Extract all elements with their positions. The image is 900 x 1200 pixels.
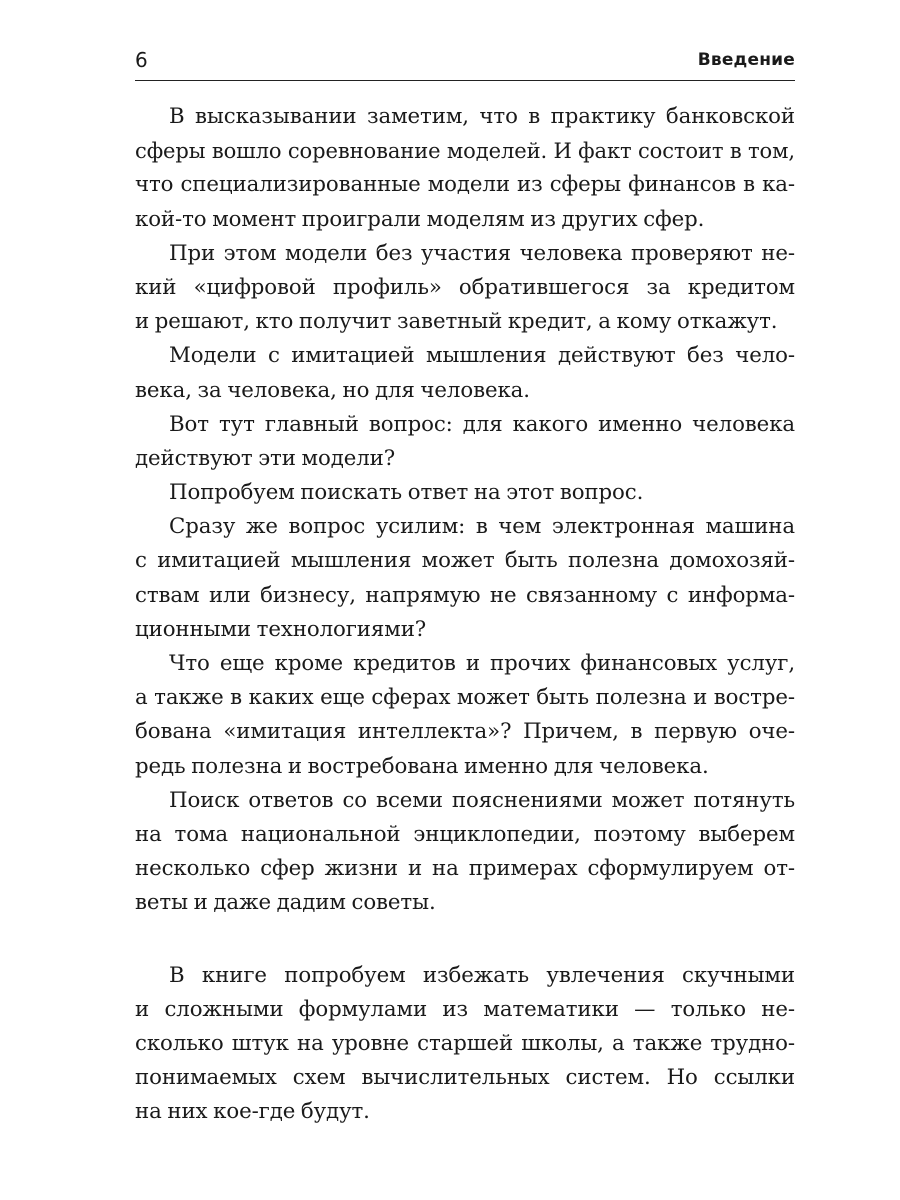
- paragraph-4: [135, 408, 795, 476]
- text-line: Вот тут главный вопрос: для какого именно человека: [169, 411, 795, 437]
- text-line: действуют эти модели?: [135, 445, 396, 471]
- text-line: и сложными формулами из математики — только не-: [135, 996, 795, 1022]
- paragraph-2: [135, 237, 795, 340]
- text-line: веты и даже дадим советы.: [135, 890, 436, 916]
- text-line: ционными технологиями?: [135, 616, 427, 642]
- text-line: В высказывании заметим, что в практику банковской: [169, 104, 795, 129]
- running-title: Введение: [697, 50, 795, 70]
- paragraph-7: [135, 647, 795, 784]
- text-line: на тома национальной энциклопедии, поэтому выберем: [135, 821, 795, 847]
- text-line: понимаемых схем вычислительных систем. Но ссылки: [135, 1065, 795, 1091]
- text-line: и решают, кто получит заветный кредит, а кому откажут.: [135, 309, 778, 335]
- text-line: несколько сфер жизни и на примерах сформулируем от-: [135, 856, 795, 882]
- body-text: [135, 100, 795, 1129]
- text-line: с имитацией мышления может быть полезна домохозяй-: [135, 548, 795, 574]
- text-line: Попробуем поискать ответ на этот вопрос.: [169, 480, 644, 506]
- text-line: сферы вошло соревнование моделей. И факт состоит в том,: [135, 138, 795, 164]
- page-number: 6: [135, 48, 148, 72]
- text-line: В книге попробуем избежать увлечения скучными: [169, 962, 795, 988]
- paragraph-5: [135, 476, 795, 510]
- text-line: а также в каких еще сферах может быть полезна и востре-: [135, 685, 795, 711]
- text-line: редь полезна и востребована именно для человека.: [135, 753, 709, 779]
- text-line: на них кое-где будут.: [135, 1099, 370, 1125]
- paragraph-3: [135, 339, 795, 407]
- paragraph-1: [135, 100, 795, 237]
- paragraph-8: [135, 784, 795, 921]
- text-line: кий «цифровой профиль» обратившегося за кредитом: [135, 274, 795, 300]
- section-gap: [135, 921, 795, 959]
- header-rule: [135, 80, 795, 81]
- text-line: Что еще кроме кредитов и прочих финансовых услуг,: [169, 651, 795, 676]
- paragraph-9: [135, 959, 795, 1130]
- paragraph-6: [135, 510, 795, 647]
- text-line: Сразу же вопрос усилим: в чем электронная машина: [169, 514, 795, 540]
- text-line: кой-то момент проиграли моделям из других сфер.: [135, 206, 705, 232]
- text-line: бована «имитация интеллекта»? Причем, в первую оче-: [135, 719, 795, 745]
- text-line: века, за человека, но для человека.: [135, 377, 530, 403]
- text-line: сколько штук на уровне старшей школы, а также трудно-: [135, 1030, 795, 1056]
- text-line: Модели с имитацией мышления действуют без чело-: [169, 343, 795, 369]
- text-line: При этом модели без участия человека проверяют не-: [169, 240, 795, 266]
- page-header: [135, 48, 795, 78]
- text-line: Поиск ответов со всеми пояснениями может потянуть: [169, 787, 795, 813]
- text-line: ствам или бизнесу, напрямую не связанному с информа-: [135, 582, 795, 608]
- text-line: что специализированные модели из сферы финансов в ка-: [135, 172, 795, 198]
